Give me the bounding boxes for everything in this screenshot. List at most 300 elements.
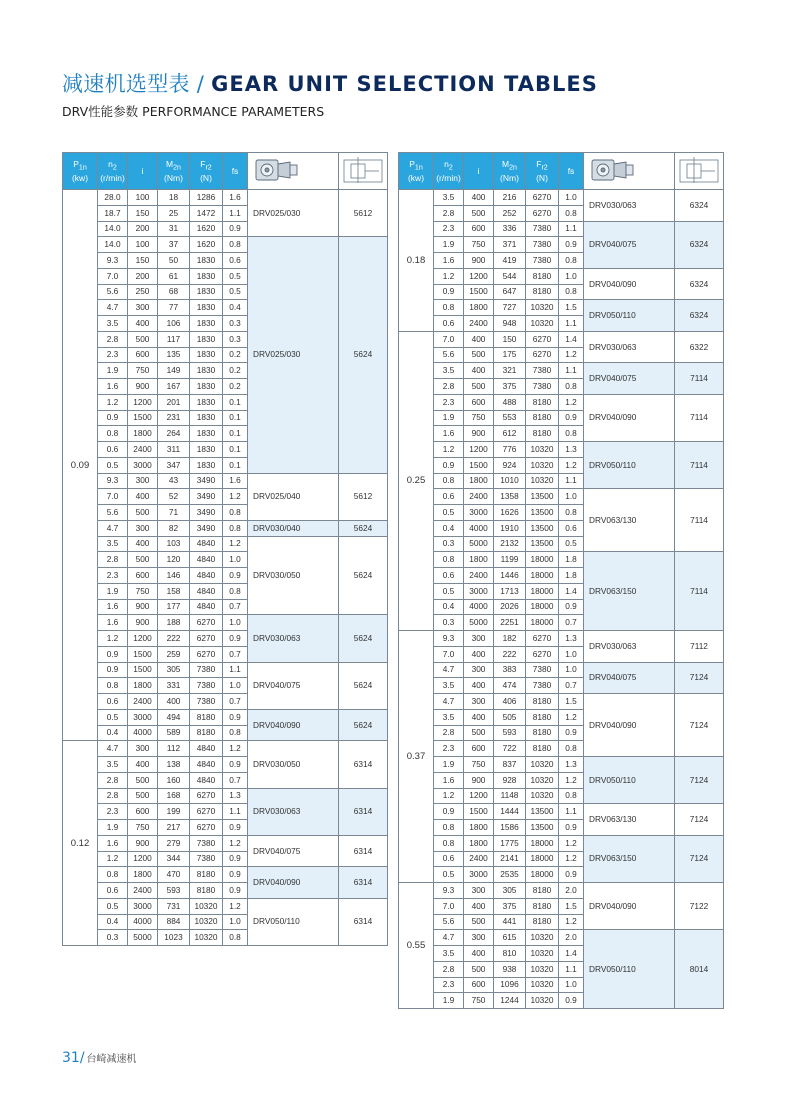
radial-load-cell: 8180: [526, 410, 559, 426]
model-cell: DRV030/040: [248, 520, 339, 536]
ratio-cell: 300: [128, 473, 158, 489]
radial-load-cell: 10320: [526, 300, 559, 316]
radial-load-cell: 8180: [526, 898, 559, 914]
ratio-cell: 150: [128, 205, 158, 221]
fs-cell: 0.8: [559, 379, 584, 395]
radial-load-cell: 1830: [190, 426, 223, 442]
speed-cell: 2.3: [434, 741, 464, 757]
power-cell: 0.18: [399, 190, 434, 332]
fs-cell: 0.3: [223, 331, 248, 347]
radial-load-cell: 7380: [190, 678, 223, 694]
torque-cell: 188: [158, 615, 190, 631]
radial-load-cell: 6270: [190, 788, 223, 804]
torque-cell: 160: [158, 772, 190, 788]
col-fs-header: fs: [223, 153, 248, 190]
model-cell: DRV030/063: [584, 190, 675, 222]
speed-cell: 2.8: [98, 552, 128, 568]
speed-cell: 0.5: [98, 709, 128, 725]
radial-load-cell: 8180: [526, 914, 559, 930]
fs-cell: 0.8: [223, 930, 248, 946]
fs-cell: 0.8: [223, 583, 248, 599]
motor-code-cell: 7114: [675, 363, 724, 395]
ratio-cell: 400: [464, 190, 494, 206]
torque-cell: 347: [158, 457, 190, 473]
motor-code-cell: 7124: [675, 804, 724, 836]
torque-cell: 647: [494, 284, 526, 300]
torque-cell: 82: [158, 520, 190, 536]
table-row: [399, 835, 724, 851]
fs-cell: 0.9: [559, 599, 584, 615]
torque-cell: 264: [158, 426, 190, 442]
fs-cell: 0.9: [559, 867, 584, 883]
torque-cell: 149: [158, 363, 190, 379]
radial-load-cell: 1830: [190, 253, 223, 269]
page-footer: [62, 1047, 137, 1066]
model-cell: DRV030/063: [584, 331, 675, 363]
ratio-cell: 300: [464, 930, 494, 946]
ratio-cell: 1800: [464, 300, 494, 316]
speed-cell: 2.3: [98, 568, 128, 584]
ratio-cell: 4000: [464, 520, 494, 536]
fs-cell: 0.6: [559, 520, 584, 536]
fs-cell: 0.8: [223, 237, 248, 253]
fs-cell: 0.7: [559, 615, 584, 631]
speed-cell: 5.6: [434, 347, 464, 363]
torque-cell: 1148: [494, 788, 526, 804]
motor-code-cell: 7114: [675, 442, 724, 489]
torque-cell: 305: [494, 883, 526, 899]
torque-cell: 279: [158, 835, 190, 851]
speed-cell: 1.2: [434, 788, 464, 804]
motor-code-cell: 6322: [675, 331, 724, 363]
ratio-cell: 400: [128, 536, 158, 552]
torque-cell: 419: [494, 253, 526, 269]
fs-cell: 0.7: [223, 694, 248, 710]
torque-cell: 321: [494, 363, 526, 379]
dimension-drawing-icon: [341, 155, 385, 185]
radial-load-cell: 10320: [190, 914, 223, 930]
speed-cell: 0.5: [434, 583, 464, 599]
speed-cell: 4.7: [98, 520, 128, 536]
fs-cell: 0.2: [223, 379, 248, 395]
ratio-cell: 2400: [464, 851, 494, 867]
radial-load-cell: 13500: [526, 536, 559, 552]
fs-cell: 0.8: [223, 725, 248, 741]
ratio-cell: 600: [128, 347, 158, 363]
speed-cell: 18.7: [98, 205, 128, 221]
radial-load-cell: 8180: [526, 694, 559, 710]
model-cell: DRV040/090: [584, 883, 675, 930]
ratio-cell: 1200: [128, 851, 158, 867]
ratio-cell: 300: [128, 741, 158, 757]
fs-cell: 0.2: [223, 347, 248, 363]
speed-cell: 4.7: [434, 930, 464, 946]
torque-cell: 1023: [158, 930, 190, 946]
table-row: [399, 804, 724, 820]
speed-cell: 0.4: [98, 725, 128, 741]
speed-cell: 0.4: [98, 914, 128, 930]
ratio-cell: 5000: [128, 930, 158, 946]
fs-cell: 1.2: [559, 394, 584, 410]
radial-load-cell: 18000: [526, 583, 559, 599]
fs-cell: 0.7: [223, 772, 248, 788]
fs-cell: 1.2: [559, 851, 584, 867]
torque-cell: 43: [158, 473, 190, 489]
torque-cell: 1010: [494, 473, 526, 489]
radial-load-cell: 10320: [526, 946, 559, 962]
model-cell: DRV040/090: [584, 694, 675, 757]
speed-cell: 3.5: [434, 709, 464, 725]
torque-cell: 1626: [494, 505, 526, 521]
torque-cell: 924: [494, 457, 526, 473]
ratio-cell: 900: [128, 379, 158, 395]
radial-load-cell: 7380: [526, 678, 559, 694]
torque-cell: 120: [158, 552, 190, 568]
model-cell: DRV050/110: [584, 300, 675, 332]
motor-code-cell: 6314: [339, 741, 388, 788]
radial-load-cell: 4840: [190, 772, 223, 788]
model-cell: DRV040/090: [248, 867, 339, 899]
torque-cell: 612: [494, 426, 526, 442]
radial-load-cell: 8180: [526, 741, 559, 757]
radial-load-cell: 4840: [190, 568, 223, 584]
page-title: [62, 68, 598, 98]
torque-cell: 1713: [494, 583, 526, 599]
table-row: [399, 662, 724, 678]
page-subtitle: DRV性能参数 PERFORMANCE PARAMETERS: [62, 104, 325, 119]
torque-cell: 1244: [494, 993, 526, 1009]
fs-cell: 1.4: [559, 946, 584, 962]
col-fs-header: fs: [559, 153, 584, 190]
torque-cell: 331: [158, 678, 190, 694]
ratio-cell: 300: [464, 883, 494, 899]
fs-cell: 0.1: [223, 457, 248, 473]
radial-load-cell: 1286: [190, 190, 223, 206]
radial-load-cell: 10320: [190, 930, 223, 946]
speed-cell: 1.6: [98, 379, 128, 395]
torque-cell: 1199: [494, 552, 526, 568]
radial-load-cell: 13500: [526, 505, 559, 521]
torque-cell: 336: [494, 221, 526, 237]
table-row: [63, 898, 388, 914]
torque-cell: 371: [494, 237, 526, 253]
speed-cell: 9.3: [98, 253, 128, 269]
torque-cell: 727: [494, 300, 526, 316]
ratio-cell: 2400: [128, 694, 158, 710]
torque-cell: 52: [158, 489, 190, 505]
speed-cell: 7.0: [98, 268, 128, 284]
radial-load-cell: 18000: [526, 867, 559, 883]
table-row: [63, 662, 388, 678]
radial-load-cell: 4840: [190, 599, 223, 615]
torque-cell: 810: [494, 946, 526, 962]
ratio-cell: 600: [128, 804, 158, 820]
ratio-cell: 900: [464, 426, 494, 442]
model-cell: DRV040/090: [584, 394, 675, 441]
fs-cell: 1.0: [559, 662, 584, 678]
table-row: [63, 741, 388, 757]
ratio-cell: 600: [464, 741, 494, 757]
radial-load-cell: 7380: [526, 221, 559, 237]
fs-cell: 1.5: [559, 300, 584, 316]
torque-cell: 544: [494, 268, 526, 284]
ratio-cell: 1500: [128, 410, 158, 426]
speed-cell: 0.8: [98, 867, 128, 883]
motor-code-cell: 7124: [675, 694, 724, 757]
speed-cell: 0.8: [434, 835, 464, 851]
speed-cell: 0.4: [434, 520, 464, 536]
speed-cell: 2.3: [434, 977, 464, 993]
fs-cell: 1.0: [223, 678, 248, 694]
ratio-cell: 2400: [464, 316, 494, 332]
fs-cell: 0.9: [223, 851, 248, 867]
ratio-cell: 1800: [128, 867, 158, 883]
gearbox-image-header: [248, 153, 339, 190]
table-row: [399, 190, 724, 206]
radial-load-cell: 3490: [190, 505, 223, 521]
motor-code-cell: 6324: [675, 300, 724, 332]
torque-cell: 103: [158, 536, 190, 552]
fs-cell: 1.2: [559, 709, 584, 725]
fs-cell: 0.9: [223, 757, 248, 773]
table-row: [63, 867, 388, 883]
table-row: [399, 394, 724, 410]
torque-cell: 50: [158, 253, 190, 269]
radial-load-cell: 1830: [190, 331, 223, 347]
ratio-cell: 500: [128, 772, 158, 788]
radial-load-cell: 8180: [526, 883, 559, 899]
torque-cell: 1910: [494, 520, 526, 536]
fs-cell: 0.6: [223, 253, 248, 269]
fs-cell: 1.2: [223, 835, 248, 851]
speed-cell: 0.5: [98, 898, 128, 914]
torque-cell: 1446: [494, 568, 526, 584]
fs-cell: 1.3: [559, 442, 584, 458]
table-row: [63, 835, 388, 851]
motor-code-cell: 6314: [339, 867, 388, 899]
col-torque-header: $M_{2n}$ (Nm): [158, 153, 190, 190]
torque-cell: 593: [494, 725, 526, 741]
power-cell: 0.25: [399, 331, 434, 630]
torque-cell: 61: [158, 268, 190, 284]
ratio-cell: 2400: [128, 883, 158, 899]
torque-cell: 182: [494, 631, 526, 647]
radial-load-cell: 6270: [190, 631, 223, 647]
ratio-cell: 400: [464, 331, 494, 347]
model-cell: DRV050/110: [584, 930, 675, 1009]
model-cell: DRV040/090: [248, 709, 339, 741]
torque-cell: 117: [158, 331, 190, 347]
page-title-cn: 减速机选型表 /: [62, 72, 212, 96]
speed-cell: 2.8: [434, 725, 464, 741]
speed-cell: 0.8: [434, 552, 464, 568]
motor-code-cell: 7124: [675, 835, 724, 882]
speed-cell: 1.9: [434, 237, 464, 253]
fs-cell: 0.7: [223, 646, 248, 662]
speed-cell: 2.3: [434, 221, 464, 237]
ratio-cell: 500: [464, 379, 494, 395]
radial-load-cell: 8180: [526, 725, 559, 741]
fs-cell: 1.1: [559, 804, 584, 820]
ratio-cell: 3000: [464, 583, 494, 599]
torque-cell: 231: [158, 410, 190, 426]
fs-cell: 0.5: [223, 284, 248, 300]
torque-cell: 722: [494, 741, 526, 757]
ratio-cell: 1500: [128, 662, 158, 678]
motor-code-cell: 5612: [339, 473, 388, 520]
radial-load-cell: 10320: [526, 993, 559, 1009]
torque-cell: 884: [158, 914, 190, 930]
speed-cell: 1.6: [434, 426, 464, 442]
torque-cell: 158: [158, 583, 190, 599]
ratio-cell: 1800: [128, 426, 158, 442]
col-power-header: $P_{1n}$ (kw): [63, 153, 98, 190]
fs-cell: 0.4: [223, 300, 248, 316]
table-row: [399, 930, 724, 946]
radial-load-cell: 8180: [190, 867, 223, 883]
torque-cell: 375: [494, 379, 526, 395]
motor-code-cell: 5612: [339, 190, 388, 237]
ratio-cell: 500: [464, 914, 494, 930]
radial-load-cell: 8180: [526, 394, 559, 410]
speed-cell: 3.5: [434, 678, 464, 694]
table-row: [399, 442, 724, 458]
fs-cell: 0.2: [223, 363, 248, 379]
speed-cell: 4.7: [434, 662, 464, 678]
motor-code-cell: 7112: [675, 631, 724, 663]
gearbox-image: [586, 153, 672, 187]
fs-cell: 1.1: [223, 662, 248, 678]
radial-load-cell: 18000: [526, 835, 559, 851]
model-cell: DRV030/050: [248, 536, 339, 615]
radial-load-cell: 13500: [526, 489, 559, 505]
torque-cell: 77: [158, 300, 190, 316]
motor-code-cell: 5624: [339, 709, 388, 741]
table-row: [399, 331, 724, 347]
speed-cell: 3.5: [434, 946, 464, 962]
ratio-cell: 1800: [464, 473, 494, 489]
motor-code-cell: 6324: [675, 221, 724, 268]
radial-load-cell: 1830: [190, 268, 223, 284]
speed-cell: 3.5: [434, 363, 464, 379]
fs-cell: 0.7: [223, 599, 248, 615]
model-cell: DRV025/040: [248, 473, 339, 520]
torque-cell: 217: [158, 820, 190, 836]
radial-load-cell: 1830: [190, 347, 223, 363]
table-row: [63, 709, 388, 725]
speed-cell: 2.3: [98, 804, 128, 820]
radial-load-cell: 7380: [526, 253, 559, 269]
fs-cell: 0.1: [223, 426, 248, 442]
fs-cell: 0.9: [559, 820, 584, 836]
power-cell: 0.37: [399, 631, 434, 883]
speed-cell: 0.5: [434, 867, 464, 883]
torque-cell: 615: [494, 930, 526, 946]
table-row: [399, 489, 724, 505]
page-title-en: GEAR UNIT SELECTION TABLES: [211, 72, 598, 96]
speed-cell: 0.9: [98, 662, 128, 678]
speed-cell: 7.0: [434, 646, 464, 662]
ratio-cell: 600: [128, 568, 158, 584]
fs-cell: 0.9: [223, 221, 248, 237]
radial-load-cell: 10320: [190, 898, 223, 914]
radial-load-cell: 1620: [190, 237, 223, 253]
torque-cell: 488: [494, 394, 526, 410]
speed-cell: 0.6: [98, 883, 128, 899]
fs-cell: 1.2: [559, 457, 584, 473]
speed-cell: 1.9: [434, 410, 464, 426]
torque-cell: 259: [158, 646, 190, 662]
table-row: [399, 694, 724, 710]
fs-cell: 1.5: [559, 694, 584, 710]
model-cell: DRV063/150: [584, 552, 675, 631]
ratio-cell: 300: [464, 694, 494, 710]
ratio-cell: 750: [128, 363, 158, 379]
radial-load-cell: 10320: [526, 772, 559, 788]
fs-cell: 0.9: [223, 568, 248, 584]
col-radial-load-header: $F_{r2}$ (N): [190, 153, 223, 190]
radial-load-cell: 6270: [190, 804, 223, 820]
radial-load-cell: 18000: [526, 552, 559, 568]
torque-cell: 589: [158, 725, 190, 741]
fs-cell: 1.0: [223, 914, 248, 930]
speed-cell: 1.6: [434, 253, 464, 269]
ratio-cell: 750: [464, 237, 494, 253]
radial-load-cell: 6270: [190, 615, 223, 631]
fs-cell: 1.0: [559, 190, 584, 206]
speed-cell: 1.6: [98, 615, 128, 631]
ratio-cell: 5000: [464, 615, 494, 631]
ratio-cell: 1200: [464, 268, 494, 284]
ratio-cell: 500: [128, 331, 158, 347]
ratio-cell: 3000: [464, 867, 494, 883]
fs-cell: 0.5: [223, 268, 248, 284]
fs-cell: 1.4: [559, 583, 584, 599]
fs-cell: 1.1: [223, 804, 248, 820]
speed-cell: 28.0: [98, 190, 128, 206]
torque-cell: 441: [494, 914, 526, 930]
ratio-cell: 400: [464, 898, 494, 914]
ratio-cell: 200: [128, 268, 158, 284]
ratio-cell: 4000: [128, 914, 158, 930]
radial-load-cell: 6270: [526, 347, 559, 363]
torque-cell: 1358: [494, 489, 526, 505]
radial-load-cell: 4840: [190, 757, 223, 773]
table-row: [399, 221, 724, 237]
motor-code-cell: 7122: [675, 883, 724, 930]
fs-cell: 1.1: [223, 205, 248, 221]
fs-cell: 0.8: [559, 284, 584, 300]
model-cell: DRV025/030: [248, 190, 339, 237]
radial-load-cell: 13500: [526, 804, 559, 820]
torque-cell: 928: [494, 772, 526, 788]
ratio-cell: 400: [464, 946, 494, 962]
fs-cell: 0.9: [223, 631, 248, 647]
speed-cell: 2.3: [434, 394, 464, 410]
col-ratio-header: i: [464, 153, 494, 190]
radial-load-cell: 4840: [190, 536, 223, 552]
brand-name: 台崎减速机: [86, 1054, 137, 1065]
ratio-cell: 1200: [464, 788, 494, 804]
speed-cell: 0.3: [98, 930, 128, 946]
speed-cell: 1.2: [98, 394, 128, 410]
radial-load-cell: 10320: [526, 457, 559, 473]
fs-cell: 1.6: [223, 190, 248, 206]
model-cell: DRV040/075: [584, 363, 675, 395]
ratio-cell: 250: [128, 284, 158, 300]
fs-cell: 0.9: [559, 993, 584, 1009]
radial-load-cell: 1830: [190, 284, 223, 300]
